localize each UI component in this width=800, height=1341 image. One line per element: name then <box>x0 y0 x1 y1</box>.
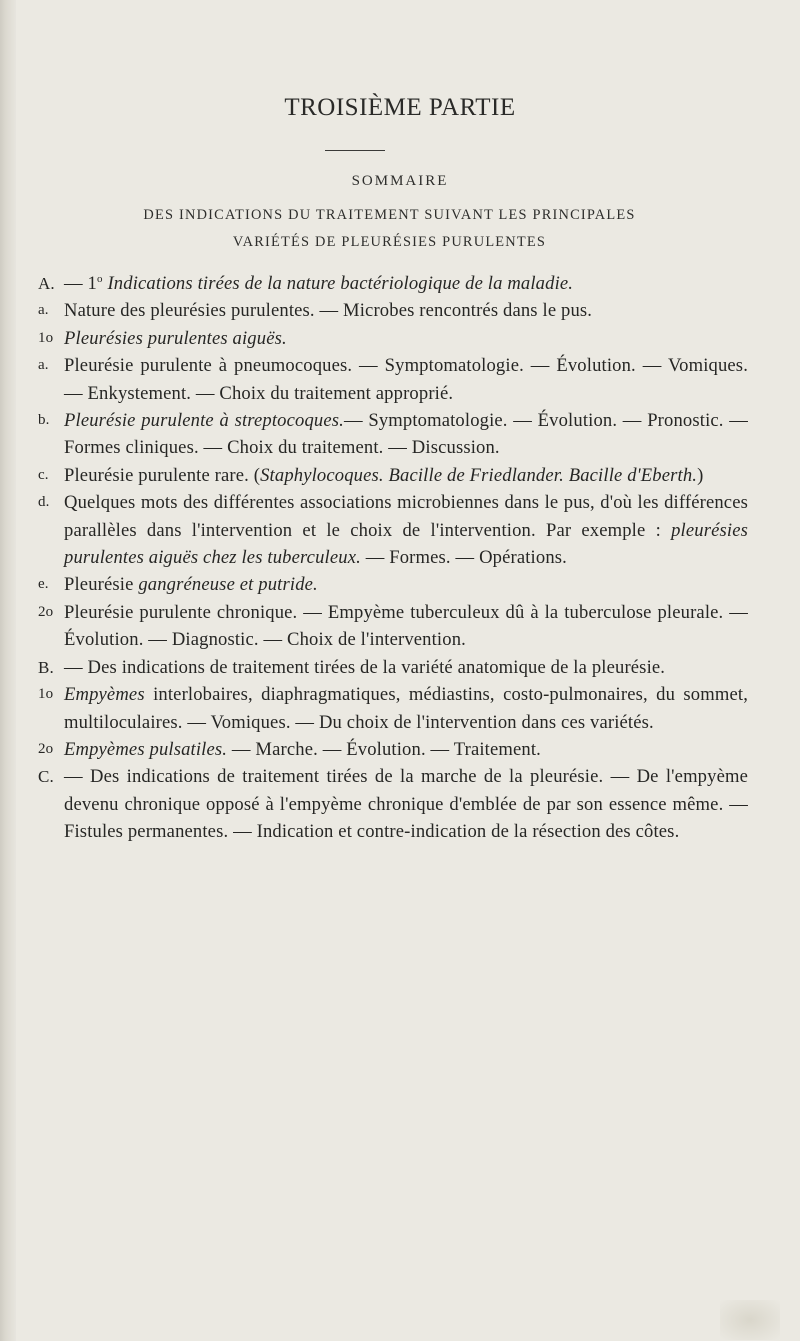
entry-text <box>64 462 748 489</box>
entry-text-part: pleurésies purulentes aiguës chez les tuberculeux. <box>64 519 748 569</box>
entry-text <box>64 736 748 763</box>
toc-entry <box>38 297 748 324</box>
entry-text-part: Empyèmes <box>64 684 145 706</box>
entry-text <box>64 571 748 598</box>
entry-text <box>64 297 748 324</box>
summary-subtitle <box>37 202 742 256</box>
entry-text-part: — Formes. — Opérations. <box>360 547 567 569</box>
entry-text-part: Pleurésie purulente rare. ( <box>64 464 261 486</box>
toc-entry <box>38 654 748 681</box>
entry-text-part: interlobaires, diaphragmatiques, médiastins, costo-pulmonaires, du sommet, multiloculaires. — Vomiques. — Du choix de l'intervention dans ces variétés. <box>64 684 748 733</box>
entry-marker: 1o <box>38 329 54 346</box>
entry-marker: c. <box>38 466 49 483</box>
entry-marker: A. <box>38 274 55 293</box>
entry-text-part: — 1 <box>64 273 97 294</box>
toc-entry <box>38 571 748 598</box>
summary-title: SOMMAIRE <box>351 173 449 189</box>
toc-entry <box>38 489 748 571</box>
toc-entry <box>38 352 748 407</box>
entry-text <box>64 489 748 571</box>
entry-text-part: — Des indications de traitement tirées de la marche de la pleurésie. — De l'empyème devenu chronique opposé à l'empyème chronique d'emblée de par son essence même. — Fistules permanentes. — Indication et contre-indication de la résection des côtes. <box>64 766 748 843</box>
title-divider <box>325 150 385 151</box>
toc-entry <box>38 407 748 462</box>
entry-text-part: Pleurésie purulente à streptocoques. <box>64 410 344 432</box>
entry-marker: 2o <box>38 603 54 620</box>
entry-text-part: Empyèmes pulsatiles. <box>64 738 228 760</box>
entry-text <box>64 407 748 462</box>
entry-text <box>64 352 748 407</box>
entry-marker: C. <box>38 767 54 787</box>
entry-text <box>64 325 748 352</box>
entry-text-part: Pleurésies purulentes aiguës. <box>64 327 287 349</box>
entry-marker: d. <box>38 494 50 511</box>
entry-text-part: Pleurésie purulente à pneumocoques. — Symptomatologie. — Évolution. — Vomiques. — Enkystement. — Choix du traitement approprié. <box>64 355 748 404</box>
toc-entry <box>38 325 748 352</box>
entry-text-part: Pleurésie <box>64 574 139 596</box>
entry-text-part: — Marche. — Évolution. — Traitement. <box>227 738 541 760</box>
entry-marker: 2o <box>38 740 54 757</box>
toc-entry <box>38 681 748 736</box>
toc-entry <box>38 462 748 489</box>
entry-text-part: o <box>97 272 103 285</box>
toc-entry <box>38 763 748 845</box>
entry-text-part: Pleurésie purulente chronique. — Empyème tuberculeux dû à la tuberculose pleurale. — Évolution. — Diagnostic. — Choix de l'intervention. <box>64 601 748 651</box>
entry-text-part: Indications tirées de la nature bactériologique de la maladie. <box>102 273 574 294</box>
paper-stain <box>720 1300 780 1340</box>
entry-text-part: Nature des pleurésies purulentes. — Microbes rencontrés dans le pus. <box>64 300 593 322</box>
entry-text-part: ) <box>697 464 704 486</box>
entry-text-part: Staphylocoques. Bacille de Friedlander. Bacille d'Eberth. <box>260 464 698 486</box>
subtitle-line-2: VARIÉTÉS DE PLEURÉSIES PURULENTES <box>232 234 547 250</box>
part-title: TROISIÈME PARTIE <box>284 94 516 121</box>
table-of-contents <box>38 270 748 846</box>
entry-marker: B. <box>38 657 54 677</box>
entry-text-part: gangréneuse et putride. <box>138 574 318 596</box>
entry-marker: b. <box>38 412 50 429</box>
entry-text <box>64 681 748 736</box>
subtitle-line-1: DES INDICATIONS DU TRAITEMENT SUIVANT LES PRINCIPALES <box>143 207 636 223</box>
toc-entry <box>38 270 748 297</box>
entry-text <box>64 654 748 681</box>
entry-text <box>64 599 748 654</box>
entry-marker: e. <box>38 576 49 593</box>
entry-marker: a. <box>38 357 49 374</box>
entry-text <box>64 270 748 297</box>
entry-text-part: Quelques mots des différentes associations microbiennes dans le pus, d'où les différences parallèles dans l'intervention et le choix de l'intervention. Par exemple : <box>64 492 748 541</box>
entry-marker: a. <box>38 302 49 319</box>
entry-text <box>64 763 748 845</box>
entry-text-part: — Des indications de traitement tirées de la variété anatomique de la pleurésie. <box>64 656 666 678</box>
entry-text-part: — Symptomatologie. — Évolution. — Pronostic. — Formes cliniques. — Choix du traitement. — Discussion. <box>64 410 748 459</box>
page-spine-shadow <box>0 0 16 1341</box>
toc-entry <box>38 736 748 763</box>
toc-entry <box>38 599 748 654</box>
entry-marker: 1o <box>38 686 54 703</box>
